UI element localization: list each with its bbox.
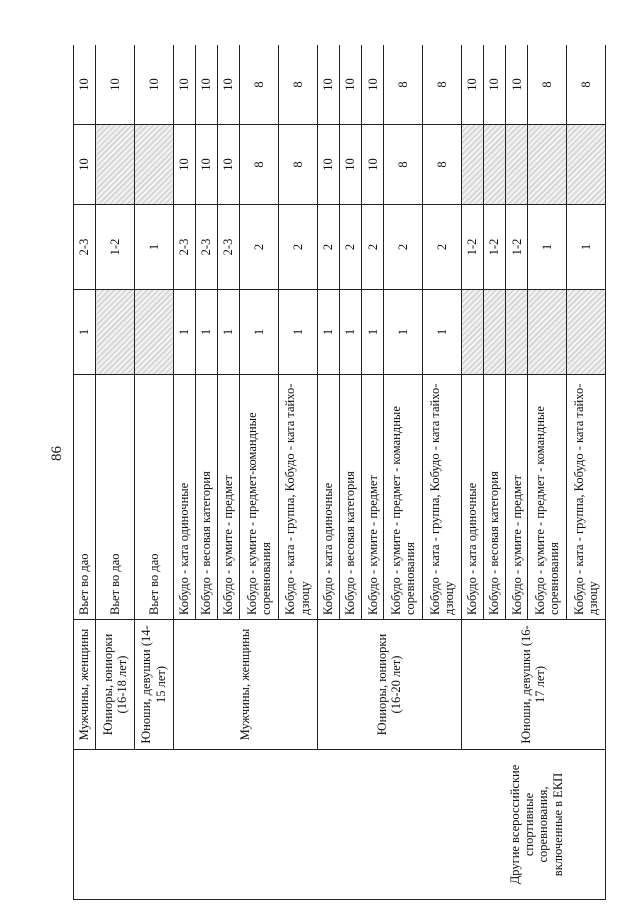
place-b-cell: 2-3 bbox=[195, 205, 217, 290]
place-a-cell: 1 bbox=[278, 290, 317, 375]
place-b-cell: 1-2 bbox=[506, 205, 528, 290]
count-c-cell: 10 bbox=[317, 125, 339, 205]
place-b-cell: 2 bbox=[240, 205, 279, 290]
group-name-cell: Юноши, девушки (16-17 лет) bbox=[461, 620, 605, 750]
place-a-cell bbox=[96, 290, 135, 375]
count-d-cell: 8 bbox=[528, 45, 567, 125]
place-b-cell: 1 bbox=[528, 205, 567, 290]
group-name-cell: Юноши, девушки (14-15 лет) bbox=[134, 620, 173, 750]
group-name-cell: Мужчины, женщины bbox=[74, 620, 96, 750]
count-d-cell: 10 bbox=[483, 45, 505, 125]
count-d-cell: 10 bbox=[195, 45, 217, 125]
discipline-cell: Кобудо - кумите - предмет-командные соревнования bbox=[240, 375, 279, 620]
place-b-cell: 2-3 bbox=[218, 205, 240, 290]
discipline-cell: Кобудо - кумите - предмет - командные соревнования bbox=[384, 375, 423, 620]
discipline-cell: Кобудо - ката - группа, Кобудо - ката тайхо-дзюцу bbox=[278, 375, 317, 620]
place-b-cell: 2 bbox=[339, 205, 361, 290]
count-c-cell bbox=[506, 125, 528, 205]
place-a-cell: 1 bbox=[384, 290, 423, 375]
table-viewport bbox=[73, 45, 606, 900]
discipline-cell: Кобудо - весовая категория bbox=[339, 375, 361, 620]
count-c-cell: 8 bbox=[278, 125, 317, 205]
place-a-cell: 1 bbox=[339, 290, 361, 375]
place-a-cell: 1 bbox=[240, 290, 279, 375]
count-d-cell: 10 bbox=[461, 45, 483, 125]
count-d-cell: 8 bbox=[567, 45, 606, 125]
place-a-cell bbox=[461, 290, 483, 375]
group-name-cell: Юниоры, юниорки (16-18 лет) bbox=[96, 620, 135, 750]
count-c-cell bbox=[528, 125, 567, 205]
place-a-cell: 1 bbox=[173, 290, 195, 375]
count-c-cell: 10 bbox=[362, 125, 384, 205]
count-c-cell: 10 bbox=[173, 125, 195, 205]
place-b-cell: 1 bbox=[567, 205, 606, 290]
table-rotated-container bbox=[73, 45, 606, 900]
place-a-cell bbox=[567, 290, 606, 375]
count-d-cell: 10 bbox=[362, 45, 384, 125]
count-c-cell bbox=[134, 125, 173, 205]
count-d-cell: 10 bbox=[134, 45, 173, 125]
place-b-cell: 1-2 bbox=[483, 205, 505, 290]
place-b-cell: 2-3 bbox=[173, 205, 195, 290]
count-d-cell: 8 bbox=[278, 45, 317, 125]
discipline-cell: Кобудо - ката одиночные bbox=[173, 375, 195, 620]
discipline-cell: Кобудо - весовая категория bbox=[195, 375, 217, 620]
count-d-cell: 8 bbox=[384, 45, 423, 125]
count-d-cell: 10 bbox=[339, 45, 361, 125]
count-d-cell: 10 bbox=[173, 45, 195, 125]
count-c-cell: 10 bbox=[195, 125, 217, 205]
page-number: 86 bbox=[49, 446, 65, 461]
discipline-cell: Вьет во дао bbox=[134, 375, 173, 620]
table-body bbox=[74, 45, 606, 900]
place-b-cell: 2 bbox=[317, 205, 339, 290]
count-c-cell: 10 bbox=[339, 125, 361, 205]
place-a-cell: 1 bbox=[317, 290, 339, 375]
place-b-cell: 2-3 bbox=[74, 205, 96, 290]
discipline-cell: Кобудо - кумите - предмет bbox=[506, 375, 528, 620]
place-a-cell: 1 bbox=[423, 290, 462, 375]
discipline-cell: Кобудо - ката - группа, Кобудо - ката тайхо-дзюцу bbox=[567, 375, 606, 620]
place-b-cell: 2 bbox=[423, 205, 462, 290]
competition-table bbox=[73, 45, 606, 900]
place-b-cell: 2 bbox=[362, 205, 384, 290]
count-d-cell: 10 bbox=[317, 45, 339, 125]
group-name-cell: Мужчины, женщины bbox=[173, 620, 317, 750]
place-b-cell: 1-2 bbox=[96, 205, 135, 290]
count-d-cell: 10 bbox=[74, 45, 96, 125]
discipline-cell: Вьет во дао bbox=[96, 375, 135, 620]
place-a-cell: 1 bbox=[195, 290, 217, 375]
count-c-cell: 8 bbox=[384, 125, 423, 205]
count-d-cell: 10 bbox=[506, 45, 528, 125]
place-a-cell bbox=[483, 290, 505, 375]
place-a-cell: 1 bbox=[362, 290, 384, 375]
place-a-cell: 1 bbox=[218, 290, 240, 375]
place-a-cell bbox=[134, 290, 173, 375]
discipline-cell: Кобудо - ката одиночные bbox=[461, 375, 483, 620]
discipline-cell: Кобудо - ката - группа, Кобудо - ката тайхо-дзюцу bbox=[423, 375, 462, 620]
count-d-cell: 10 bbox=[96, 45, 135, 125]
count-c-cell bbox=[96, 125, 135, 205]
table-row bbox=[74, 45, 96, 900]
count-d-cell: 8 bbox=[240, 45, 279, 125]
discipline-cell: Вьет во дао bbox=[74, 375, 96, 620]
discipline-cell: Кобудо - ката одиночные bbox=[317, 375, 339, 620]
place-a-cell: 1 bbox=[74, 290, 96, 375]
count-c-cell bbox=[483, 125, 505, 205]
section-label-cell: Другие всероссийские спортивные соревнования, включенные в ЕКП bbox=[74, 750, 606, 900]
place-b-cell: 1-2 bbox=[461, 205, 483, 290]
place-b-cell: 2 bbox=[384, 205, 423, 290]
count-c-cell: 10 bbox=[218, 125, 240, 205]
count-c-cell bbox=[567, 125, 606, 205]
discipline-cell: Кобудо - кумите - предмет bbox=[218, 375, 240, 620]
discipline-cell: Кобудо - кумите - предмет bbox=[362, 375, 384, 620]
count-c-cell: 8 bbox=[423, 125, 462, 205]
discipline-cell: Кобудо - кумите - предмет - командные соревнования bbox=[528, 375, 567, 620]
count-c-cell: 10 bbox=[74, 125, 96, 205]
place-b-cell: 2 bbox=[278, 205, 317, 290]
discipline-cell: Кобудо - весовая категория bbox=[483, 375, 505, 620]
count-c-cell: 8 bbox=[240, 125, 279, 205]
place-a-cell bbox=[506, 290, 528, 375]
place-b-cell: 1 bbox=[134, 205, 173, 290]
group-name-cell: Юниоры, юниорки (16-20 лет) bbox=[317, 620, 461, 750]
place-a-cell bbox=[528, 290, 567, 375]
count-d-cell: 10 bbox=[218, 45, 240, 125]
count-d-cell: 8 bbox=[423, 45, 462, 125]
count-c-cell bbox=[461, 125, 483, 205]
